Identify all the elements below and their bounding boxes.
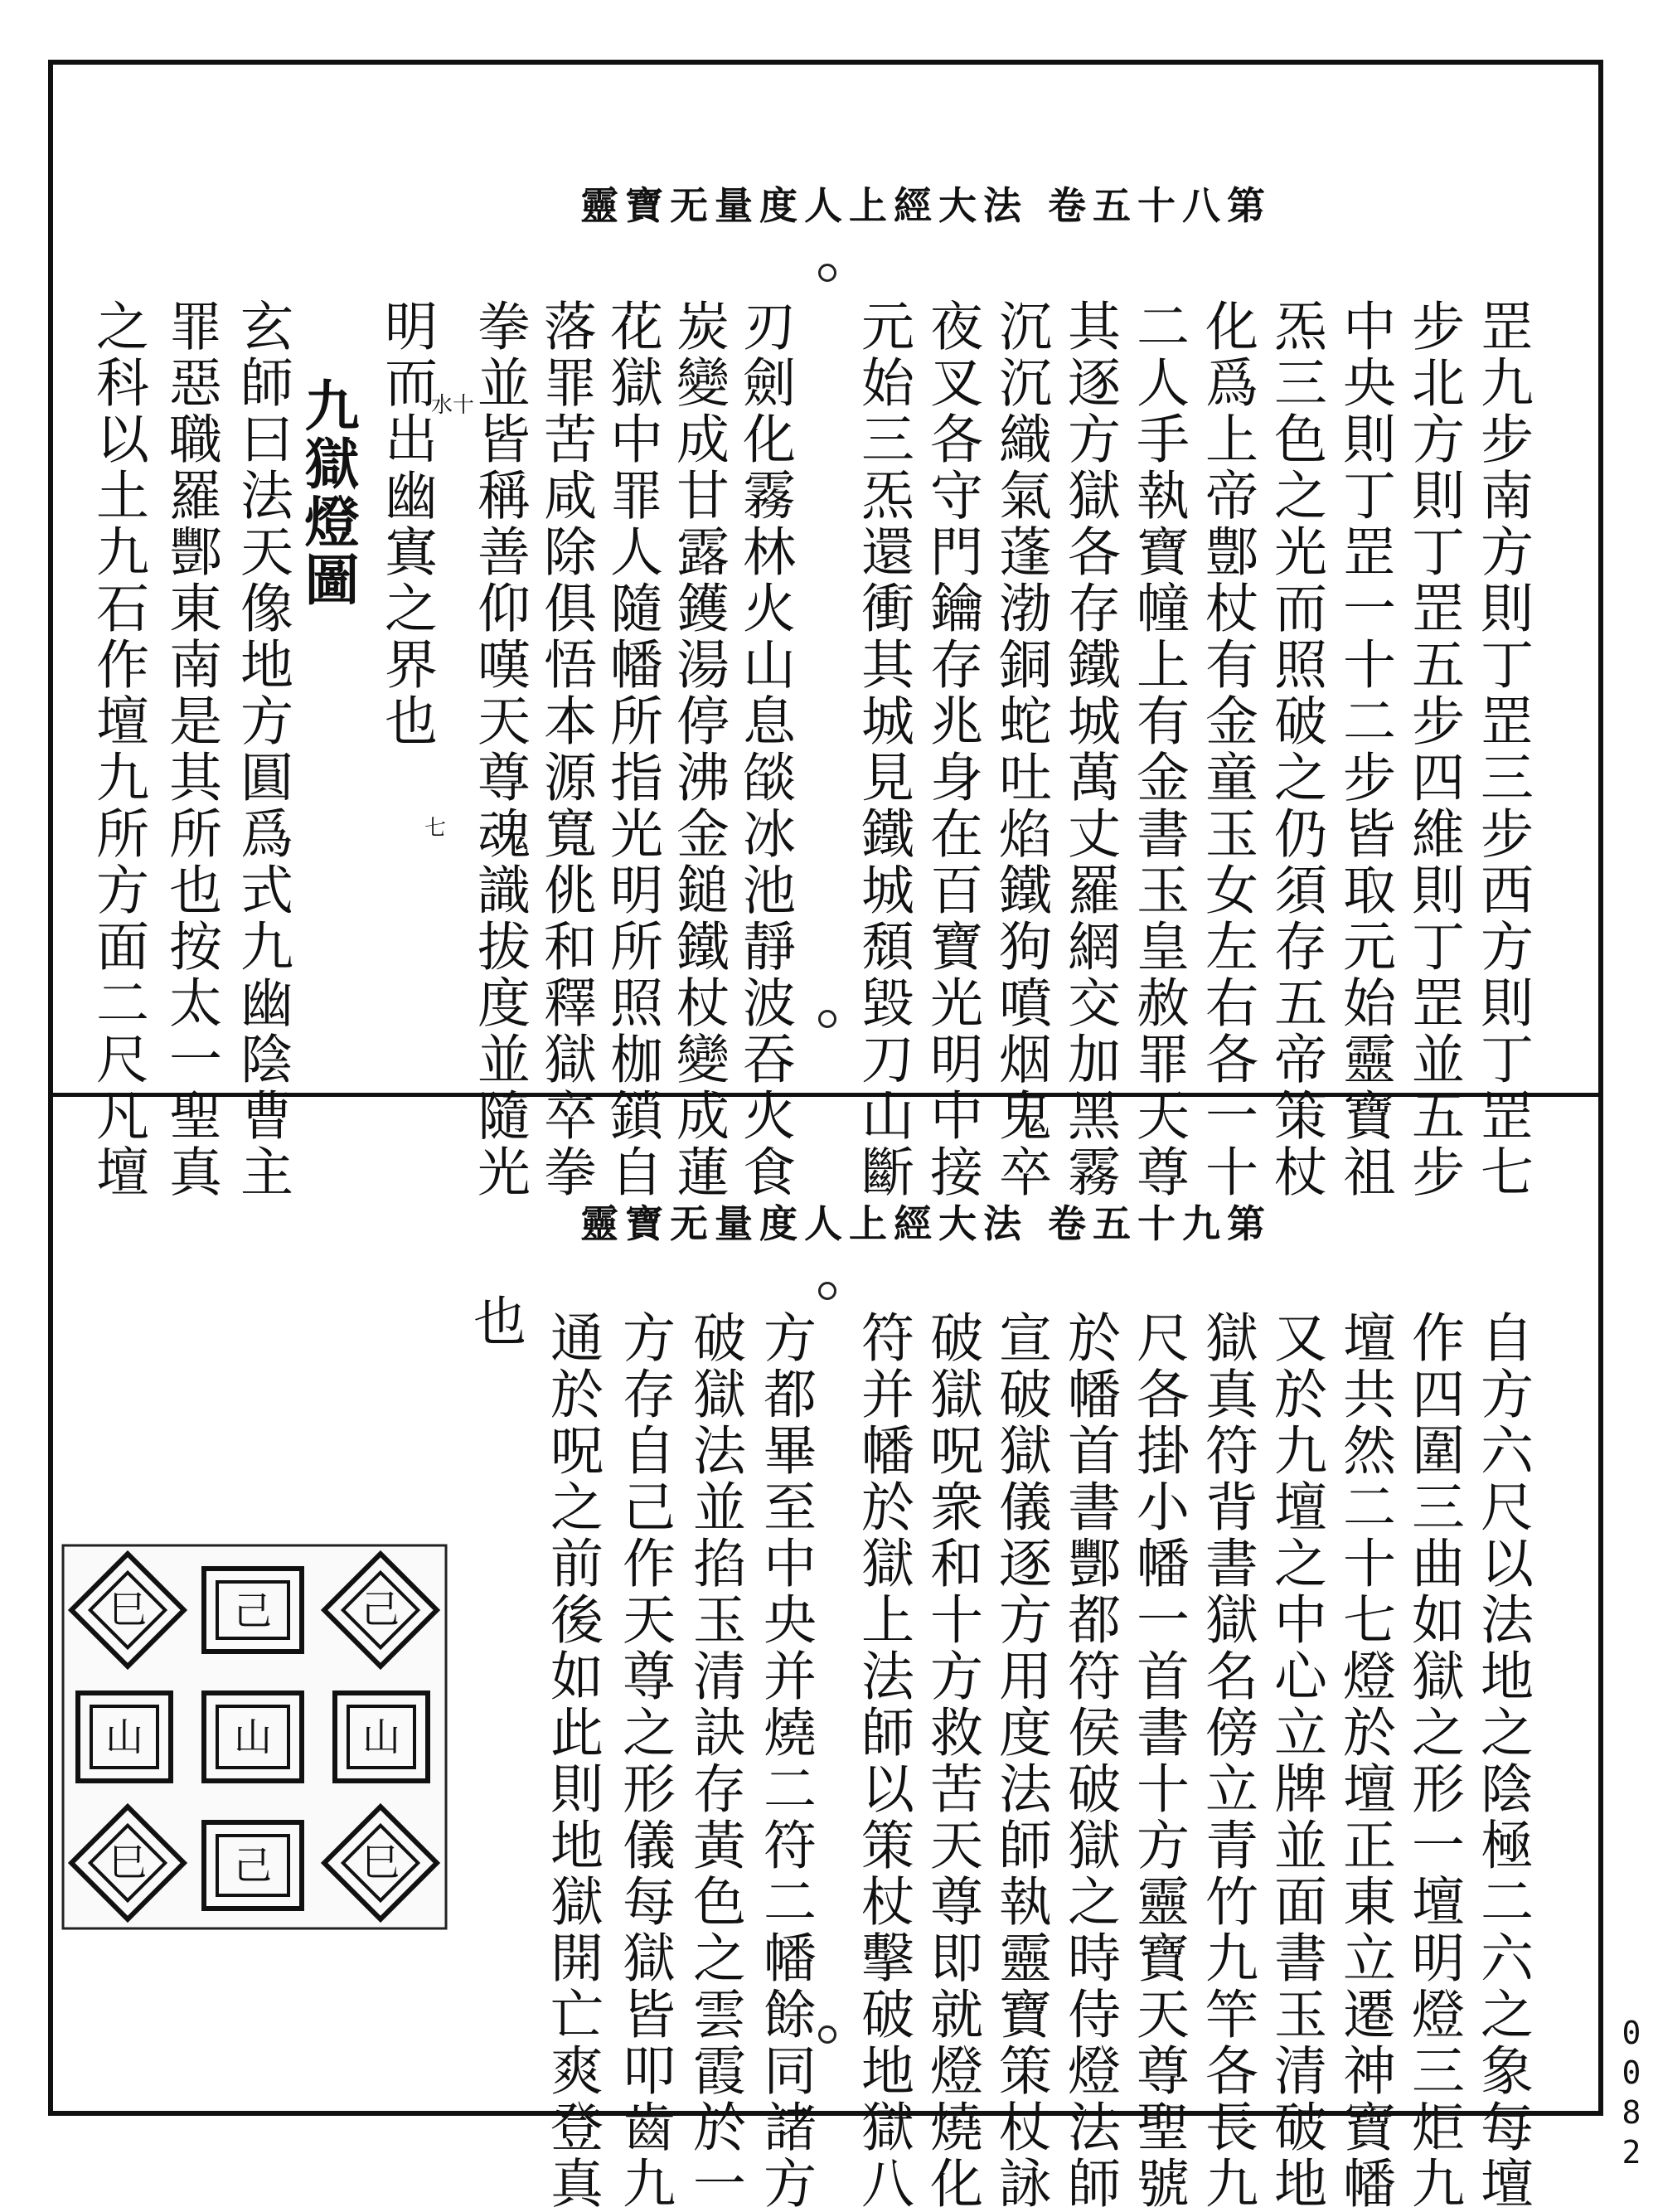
text-column: 落罪苦咸除俱悟本源寬佻和釋獄卒拳 <box>535 298 596 1201</box>
text-column: 玄師曰法天像地方圓爲式九幽陰曹主 <box>231 298 293 1201</box>
text-column: 符并幡於獄上法師以策杖擊破地獄八 <box>852 1310 914 2212</box>
altar-glyph: 己 <box>234 1589 272 1633</box>
text-column: 二人手執寶幢上有金書玉皇赦罪天尊 <box>1127 298 1189 1201</box>
text-column: 獄真符背書獄名傍立青竹九竿各長九 <box>1196 1310 1258 2212</box>
text-column: 其逐方獄各存鐵城萬丈羅網交加黑霧 <box>1059 298 1120 1201</box>
text-column: 花獄中罪人隨幡所指光明所照枷鎖自 <box>601 298 662 1201</box>
text-column: 沉沉織氣蓬渤銅蛇吐焰鐵狗噴烟鬼卒 <box>990 298 1051 1201</box>
text-column: 宣破獄儀逐方用度法師執靈寶策杖詠 <box>990 1310 1051 2212</box>
text-column: 元始三炁還衝其城見鐵城頹毀刀山斷 <box>852 298 914 1201</box>
altar-glyph: 山 <box>362 1715 400 1759</box>
text-column: 尺各掛小幡一首書十方靈寶天尊聖號 <box>1127 1310 1189 2212</box>
altar-glyph: 己 <box>361 1587 400 1632</box>
page-number: 0082 <box>1622 2015 1641 2171</box>
text-column: 破獄法並掐玉清訣存黃色之雲霞於一 <box>684 1310 745 2212</box>
lower-page-header: 靈寶无量度人上經大法 卷五十九第 <box>580 1201 1273 1246</box>
altar-glyph: 巳 <box>109 1840 147 1885</box>
text-column: 拳並皆稱善仰嘆天尊魂識拔度並隨光 <box>468 298 530 1201</box>
altar-glyph: 巳 <box>361 1840 400 1885</box>
text-column: 破獄呪衆和十方救苦天尊即就燈燒化 <box>921 1310 982 2212</box>
text-column: 罡九步南方則丁罡三步西方則丁罡七 <box>1471 298 1533 1201</box>
binding-hole <box>818 1282 836 1300</box>
text-column: 也 <box>464 1293 526 1350</box>
text-column: 作四圍三曲如獄之形一壇明燈三炬九 <box>1403 1310 1464 2212</box>
binding-hole <box>818 1010 836 1028</box>
section-title: 九獄燈圖 <box>295 377 360 609</box>
altar-glyph: 己 <box>234 1843 272 1888</box>
text-column: 方都畢至中央并燒二符二幡餘同諸方 <box>754 1310 816 2212</box>
altar-glyph: 山 <box>234 1715 272 1759</box>
text-column: 通於呪之前後如此則地獄開亡爽登真 <box>541 1310 603 2212</box>
margin-note: 水十 <box>431 393 475 418</box>
text-column: 自方六尺以法地之陰極二六之象每壇 <box>1471 1310 1533 2212</box>
text-column: 壇共然二十七燈於壇正東立遷神寶幡 <box>1334 1310 1395 2212</box>
nine-hells-altar-diagram <box>61 1544 448 1930</box>
text-column: 中央則丁罡一十二步皆取元始靈寶祖 <box>1334 298 1395 1201</box>
altar-glyph: 巳 <box>109 1587 147 1632</box>
binding-hole <box>818 264 836 282</box>
text-column: 炁三色之光而照破之仍須存五帝策杖 <box>1265 298 1326 1201</box>
text-column: 之科以土九石作壇九所方面二尺凡壇 <box>87 298 148 1201</box>
margin-note: 七 <box>424 816 447 841</box>
text-column: 夜叉各守門鑰存兆身在百寶光明中接 <box>921 298 982 1201</box>
text-column: 明而出幽寘之界也 <box>376 298 437 749</box>
text-column: 炭變成甘露鑊湯停沸金鎚鐵杖變成蓮 <box>667 298 729 1201</box>
binding-hole <box>818 2025 836 2044</box>
altar-glyph: 山 <box>105 1715 143 1759</box>
text-column: 化爲上帝鄷杖有金童玉女左右各一十 <box>1196 298 1258 1201</box>
text-column: 刃劍化霧林火山息燄冰池靜波吞火食 <box>734 298 795 1201</box>
upper-page-header: 靈寶无量度人上經大法 卷五十八第 <box>580 183 1273 228</box>
text-column: 於幡首書酆都符侯破獄之時侍燈法師 <box>1059 1310 1120 2212</box>
text-column: 方存自己作天尊之形儀每獄皆叩齒九 <box>613 1310 675 2212</box>
text-column: 罪惡職羅酆東南是其所也按太一聖真 <box>160 298 221 1201</box>
text-column: 步北方則丁罡五步四維則丁罡並五步 <box>1403 298 1464 1201</box>
text-column: 又於九壇之中心立牌並面書玉清破地 <box>1265 1310 1326 2212</box>
